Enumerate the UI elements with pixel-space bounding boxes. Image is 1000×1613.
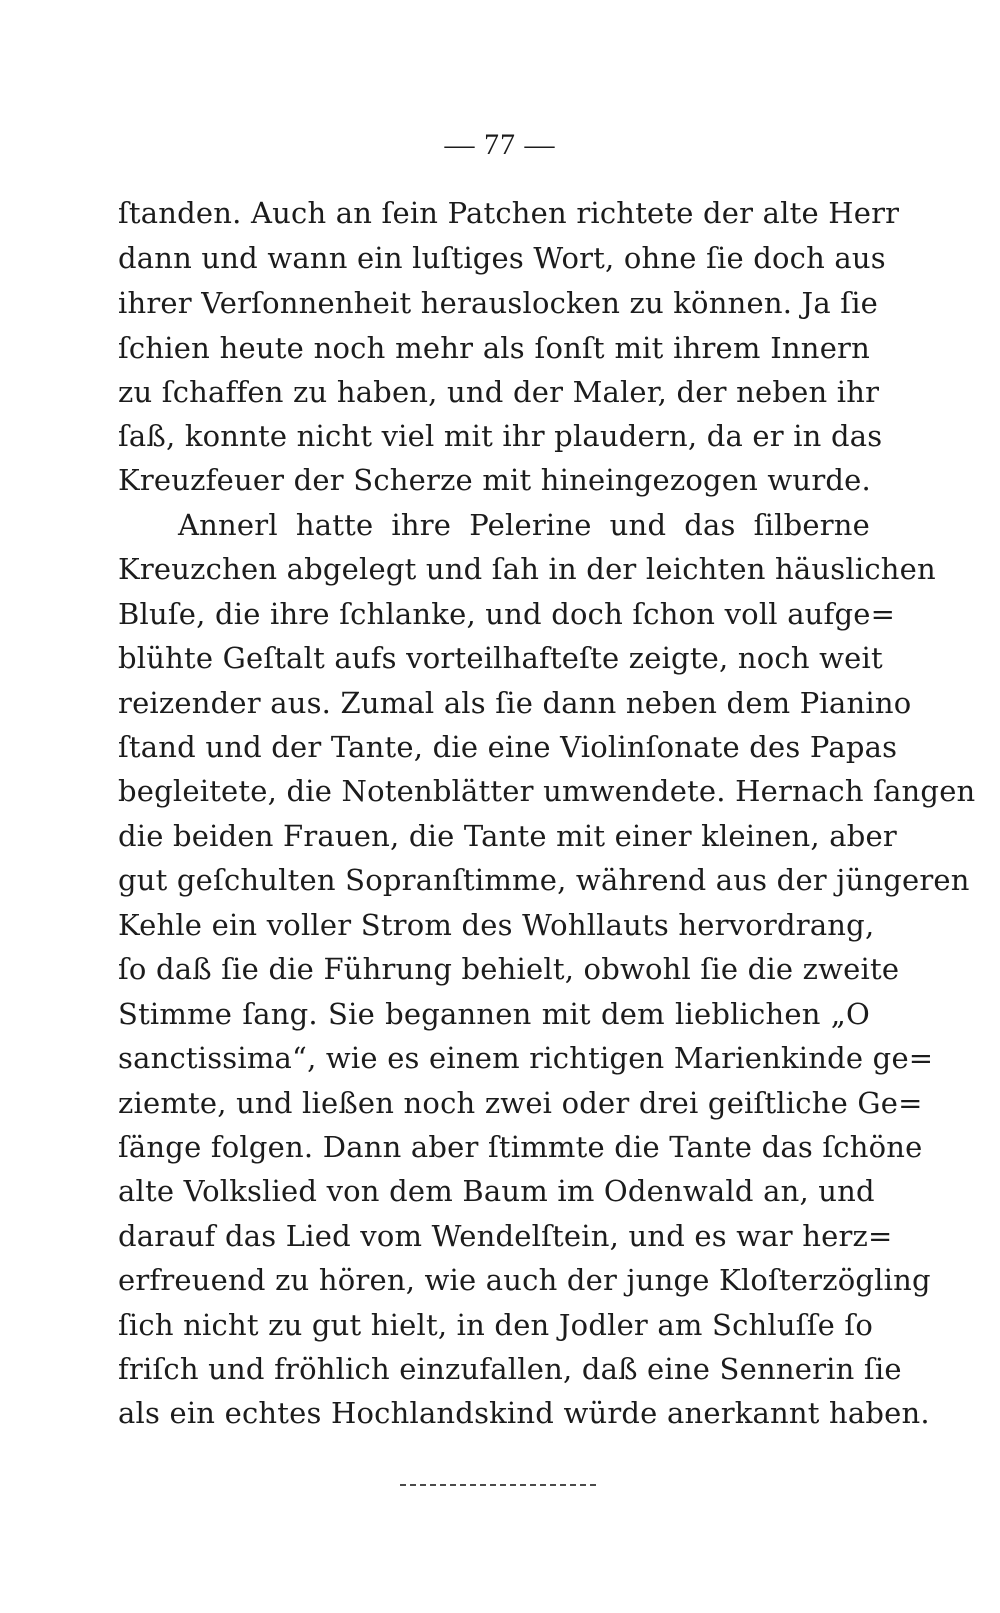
text-line: ihrer Verſonnenheit herauslocken zu können. Ja ſie (118, 286, 879, 320)
text-line: begleitete, die Notenblätter umwendete. Hernach ſangen (118, 774, 976, 808)
text-line: darauf das Lied vom Wendelſtein, und es war herz= (118, 1219, 893, 1253)
text-line: alte Volkslied von dem Baum im Odenwald an, und (118, 1174, 875, 1208)
text-line: ſtand und der Tante, die eine Violinſonate des Papas (118, 730, 898, 764)
text-line: ſich nicht zu gut hielt, in den Jodler am Schluſſe ſo (118, 1308, 873, 1342)
text-line: Annerl hatte ihre Pelerine und das ſilberne (178, 508, 870, 542)
text-line: ziemte, und ließen noch zwei oder drei geiſtliche Ge= (118, 1086, 923, 1120)
text-line: Stimme ſang. Sie begannen mit dem lieblichen „O (118, 997, 870, 1031)
text-line: Kreuzfeuer der Scherze mit hineingezogen wurde. (118, 463, 871, 497)
text-line: die beiden Frauen, die Tante mit einer kleinen, aber (118, 819, 897, 853)
text-line: ſchien heute noch mehr als ſonſt mit ihrem Innern (118, 331, 870, 365)
text-line: ſtanden. Auch an ſein Patchen richtete der alte Herr (118, 196, 900, 230)
page-number: — 77 — (444, 128, 556, 161)
text-line: friſch und fröhlich einzufallen, daß eine Sennerin ſie (118, 1352, 902, 1386)
text-line: ſaß, konnte nicht viel mit ihr plaudern, da er in das (118, 419, 883, 453)
text-line: Bluſe, die ihre ſchlanke, und doch ſchon voll aufge= (118, 597, 896, 631)
text-line: erfreuend zu hören, wie auch der junge Kloſterzögling (118, 1263, 931, 1297)
text-line: zu ſchaffen zu haben, und der Maler, der neben ihr (118, 375, 880, 409)
text-line: dann und wann ein luſtiges Wort, ohne ſie doch aus (118, 241, 886, 275)
text-line: Kreuzchen abgelegt und ſah in der leichten häuslichen (118, 552, 936, 586)
text-line: ſo daß ſie die Führung behielt, obwohl ſie die zweite (118, 952, 900, 986)
text-line: gut geſchulten Sopranſtimme, während aus der jüngeren (118, 863, 970, 897)
text-line: sanctissima“, wie es einem richtigen Marienkinde ge= (118, 1041, 934, 1075)
text-line: reizender aus. Zumal als ſie dann neben dem Pianino (118, 686, 912, 720)
text-line: Kehle ein voller Strom des Wohllauts hervordrang, (118, 908, 875, 942)
text-line: blühte Geſtalt aufs vorteilhafteſte zeigte, noch weit (118, 641, 883, 675)
end-rule (400, 1484, 596, 1486)
text-line: ſänge folgen. Dann aber ſtimmte die Tante das ſchöne (118, 1130, 923, 1164)
text-line: als ein echtes Hochlandskind würde anerkannt haben. (118, 1396, 930, 1430)
